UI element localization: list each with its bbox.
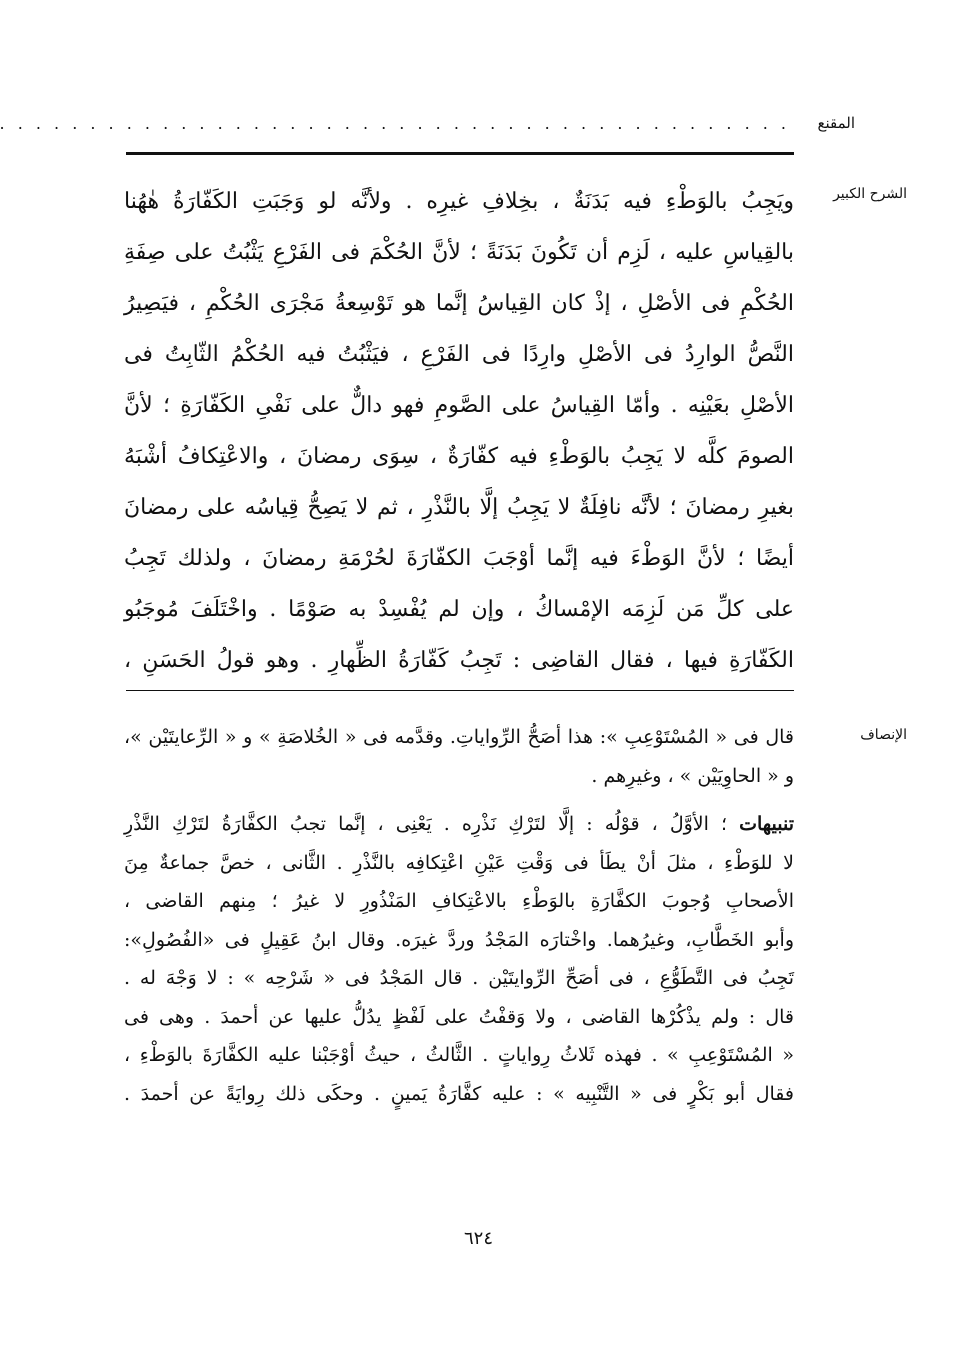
text-line: قال : ولم يذْكُرْها القاضى ، ولا وَقفْتُ على لَفْظٍ يدُلُّ عليها عن أحمدَ . وهى فى [124,1005,794,1028]
running-head-title: المقنع [817,114,855,132]
text-line: « المُسْتَوْعِبِ » . فهذه ثَلاثُ رِواياتٍ . الثَّالثُ ، حيثُ أوْجَبْنا عليه الكفَّارَةَ بالوَطْءِ ، [124,1044,794,1066]
text-line: و « الحاوِيَيْن » ، وغيرِهم . [591,764,794,787]
text-line: بالقِياسِ عليه ، لَزِم أن تَكُونَ بَدَنَةً ؛ لأنَّ الحُكْمَ فى الفَرْعِ يَثْبُتُ على صِفَةِ [124,240,794,265]
text-line: قال فى « المُسْتَوْعِبِ »: هذا أصَحُّ الرِّواياتِ. وقدَّمه فى « الخُلاصَةِ » و « الرِّعايتَيْن »، [124,726,794,748]
text-line: تَجِبُ فى التَّطَوُّعِ ، فى أصَحِّ الرِّوايتَيْن . قال المَجْدُ فى « شَرْحِه » : لا وَجْهَ له . [124,967,794,989]
text-line: على كلِّ مَن لَزِمَه الإمْساكُ ، وإن لم يُفْسِدْ به صَوْمًا . واخْتَلَفَ مُوجَبُو [124,597,794,622]
insaf-paragraph [124,718,794,795]
text-line: الحُكْمِ فى الأصْلِ ، إذْ كان القِياسُ إنَّما هو تَوْسِعةُ مَجْرَى الحُكْمِ ، فيَصِيرُ [124,291,794,316]
running-head-dotted-leader: . . . . . . . . . . . . . . . . . . . . . . . . . . . . . . . . . . . . . . . . . . . . [0,114,790,133]
page-number: ٦٢٤ [463,1228,493,1249]
text-line: الكَفّارَةِ فيها ، فقال القاضِى : تَجِبُ كَفّارَةُ الظِّهارِ . وهو قولُ الحَسَنِ ، [124,648,794,673]
text-line: أيضًا ؛ لأنَّ الوَطْءَ فيه إنَّما أوْجَبَ الكفّارَةَ لحُرْمَةِ رمضانَ ، ولذلك تَجِبُ [124,546,794,571]
text-line: لا للوَطْءِ ، مثلَ أنْ يطَأ فى وَقْتِ عَيْنِ اعْتِكافِه بالنَّذْرِ . الثَّانى ، خصَّ جماعةٌ مِنَ [124,851,794,874]
text-line: الأصْلِ بعَيْنِه . وأمّا القِياسُ على الصَّومِ فهو دالٌّ على نَفْىِ الكَفّارَةِ ؛ لأنَّ [124,393,794,418]
sharh-kabir-text [124,176,794,686]
text-line: فقال أبو بَكْرٍ فى « التَّنْبِيه » : عليه كفَّارَةُ يَمينٍ . وحكَى ذلك رِوايَةً عن أحمدَ . [124,1082,794,1105]
insaf-paragraph [124,805,794,1113]
text-line: بغيرِ رمضانَ ؛ لأنَّه نافِلَةٌ لا يَجِبُ إلَّا بالنَّذْرِ ، ثم لا يَصِحُّ قِياسُه على رمضانَ [124,495,794,520]
text-line: الصومَ كلَّه لا يَجِبُ بالوَطْءِ فيه كفّارَةٌ ، سِوَى رمضانَ ، والاعْتِكافُ أشْبَهُ [124,444,794,469]
text-line: ويَجِبُ بالوَطْءِ فيه بَدَنَةٌ ، بخِلافِ غيرِه . ولأنَّه لو وَجَبَتِ الكَفّارَةُ هٰهُنا [124,189,794,214]
section-label-sharh-kabir: الشرح الكبير [833,186,907,202]
header-rule [126,152,794,155]
text-line: النَّصُّ الوارِدُ فى الأصْلِ وارِدًا فى الفَرْعِ ، فيَثْبُتُ فيه الحُكْمُ الثّابِتُ فى [124,342,794,367]
tanbihat-heading: تنبيهات [739,813,794,835]
text-line: وأبو الخَطَّابِ، وغيرُهما. واخْتارَه المَجْدُ وردَّ غيرَه. وقال ابنُ عَقِيلٍ فى «الفُصُولِ»: [124,928,794,951]
text-line: الأصحابِ وُجوبَ الكفَّارَةِ بالوَطْءِ بالاعْتِكافِ المَنْذُورِ لا غيرُ ؛ مِنهم القاضى ، [124,890,794,912]
text-line: تنبيهات ؛ الأوَّلُ ، قوْلُه : إلَّا لتَرْكِ نَذْرِه . يَعْنِى ، إنَّما تجبُ الكفَّارَةُ لتَرْكِ النَّذْرِ [124,813,794,835]
insaf-text [124,718,794,1113]
section-divider-rule [126,690,794,691]
section-label-insaf: الإنصاف [860,727,907,743]
